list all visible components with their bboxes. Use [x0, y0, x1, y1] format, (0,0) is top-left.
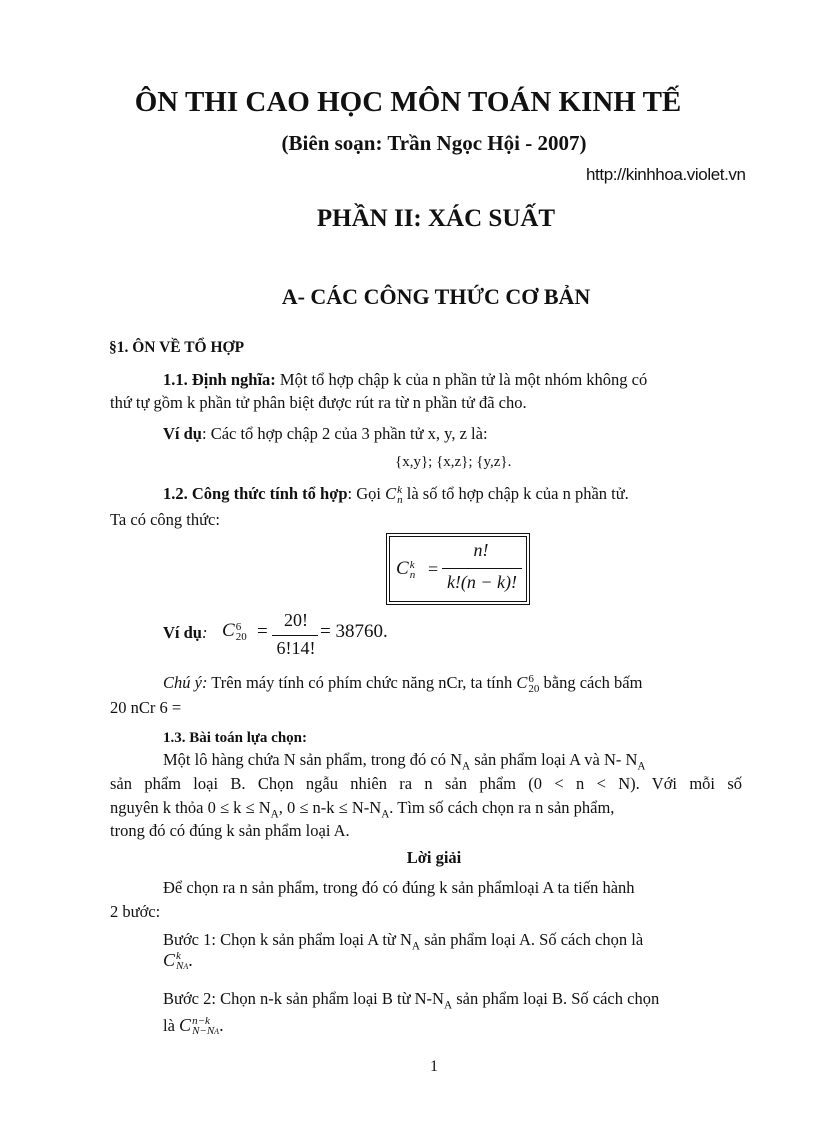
inline-sup: k — [397, 484, 403, 497]
box-denominator: k!(n − k)! — [446, 572, 518, 592]
step2-sup: n−k — [192, 1015, 210, 1028]
problem-l3-sub-a: A — [270, 808, 279, 821]
formula-intro-line-1 — [163, 484, 629, 505]
problem-line-1 — [163, 750, 646, 772]
problem-l3c: . Tìm số cách chọn ra n sản phẩm, — [389, 798, 615, 817]
step1-c: C — [163, 950, 176, 970]
example-2-equals: = — [257, 621, 268, 642]
formula-intro-line-2: Ta có công thức: — [110, 510, 220, 529]
note-label: Chú ý: — [163, 673, 208, 692]
step2-c-symbol — [179, 1015, 224, 1038]
source-url[interactable]: http://kinhhoa.violet.vn — [586, 165, 746, 184]
definition-line-2: thứ tự gồm k phần tử phân biệt được rút ra từ n phần tử đã cho. — [110, 393, 527, 412]
note-sub: 20 — [528, 683, 540, 696]
definition-label: 1.1. Định nghĩa: — [163, 370, 276, 389]
definition-text: Một tổ hợp chập k của n phần tử là một nhóm không có — [275, 370, 648, 389]
note-text-b: bằng cách bấm — [539, 673, 643, 692]
note-line-1 — [163, 673, 642, 694]
box-sup: k — [409, 558, 415, 571]
step1-b: sản phẩm loại A. Số cách chọn là — [420, 930, 644, 949]
step2-b: sản phẩm loại B. Số cách chọn — [452, 989, 660, 1008]
step-1-line — [163, 930, 643, 952]
note-sup: 6 — [528, 673, 534, 686]
step2-end: . — [219, 1015, 224, 1035]
problem-line-2: sản phẩm loại B. Chọn ngẫu nhiên ra n sản phẩm (0 < n < N). Với mỗi số — [110, 774, 742, 793]
step1-a: Bước 1: Chọn k sản phẩm loại A từ N — [163, 930, 412, 949]
step1-end: . — [188, 950, 193, 970]
step2-la: là — [163, 1016, 180, 1035]
step2-c: C — [179, 1015, 192, 1035]
inline-c: C — [385, 484, 397, 503]
problem-l1-sub-a: A — [462, 760, 471, 773]
example-2-colon: : — [201, 623, 208, 642]
example-1-label: Ví dụ — [163, 424, 202, 443]
solution-line-2: 2 bước: — [110, 902, 161, 921]
note-c-symbol — [516, 673, 540, 696]
step2-subsub: A — [214, 1027, 220, 1037]
problem-l3-sub-a2: A — [381, 808, 390, 821]
example-2-denominator: 6!14! — [276, 638, 316, 658]
solution-line-1: Để chọn ra n sản phẩm, trong đó có đúng k sản phẩmloại A ta tiến hành — [163, 878, 635, 897]
solution-heading: Lời giải — [406, 848, 462, 867]
section-a-title: A- CÁC CÔNG THỨC CƠ BẢN — [281, 284, 591, 309]
author-subtitle: (Biên soạn: Trần Ngọc Hội - 2007) — [281, 131, 587, 155]
note-line-2: 20 nCr 6 = — [110, 698, 182, 717]
page-number: 1 — [430, 1058, 438, 1075]
box-fraction-bar — [442, 568, 522, 569]
example-2-label: Ví dụ — [163, 623, 202, 642]
definition-line-1 — [163, 370, 647, 390]
step1-sub-a: A — [411, 940, 421, 953]
problem-l1a: Một lô hàng chứa N sản phẩm, trong đó có N — [163, 750, 463, 769]
step-2-formula-line — [163, 1015, 224, 1037]
box-c-symbol — [396, 558, 415, 580]
section-1-heading: §1. ÔN VỀ TỔ HỢP — [109, 339, 245, 356]
formula-text-a: : Gọi — [347, 484, 386, 503]
ex2-c: C — [222, 620, 235, 641]
problem-line-3 — [110, 798, 614, 820]
example-2-result: = 38760. — [320, 621, 388, 642]
problem-l1-sub-a2: A — [637, 760, 646, 773]
ex2-sub: 20 — [235, 630, 247, 643]
step-1-formula — [163, 950, 193, 972]
inline-sub: n — [397, 494, 403, 507]
example-2-fraction-bar — [272, 635, 318, 636]
box-sub: n — [409, 568, 416, 581]
formula-text-b: là số tổ hợp chập k của n phần tử. — [402, 484, 629, 503]
box-c: C — [396, 558, 409, 579]
problem-l1b: sản phẩm loại A và N- N — [470, 750, 638, 769]
combination-symbol-inline — [385, 484, 403, 507]
example-2-c — [222, 620, 247, 642]
step2-sub-a: A — [443, 999, 453, 1012]
step1-sup: k — [176, 950, 181, 963]
step1-subsub: A — [183, 962, 189, 972]
example-1-sets: {x,y}; {x,z}; {y,z}. — [395, 454, 512, 470]
example-1 — [163, 424, 488, 444]
note-text-a: Trên máy tính có phím chức năng nCr, ta tính — [207, 673, 517, 692]
example-2-numerator: 20! — [284, 610, 308, 630]
problem-l3b: , 0 ≤ n-k ≤ N-N — [278, 798, 382, 817]
ex2-sup: 6 — [235, 620, 242, 633]
box-numerator: n! — [473, 540, 489, 560]
step2-a: Bước 2: Chọn n-k sản phẩm loại B từ N-N — [163, 989, 444, 1008]
problem-line-4: trong đó có đúng k sản phẩm loại A. — [110, 821, 350, 840]
note-c: C — [516, 673, 528, 692]
step1-sub: N — [176, 960, 184, 973]
example-1-text: : Các tổ hợp chập 2 của 3 phần tử x, y, z là: — [201, 424, 488, 443]
part-title: PHẦN II: XÁC SUẤT — [316, 205, 556, 232]
formula-label: 1.2. Công thức tính tổ hợp — [163, 484, 348, 503]
step2-sub: N−N — [192, 1025, 215, 1038]
problem-l3a: nguyên k thỏa 0 ≤ k ≤ N — [110, 798, 271, 817]
selection-problem-heading: 1.3. Bài toán lựa chọn: — [163, 730, 308, 746]
combination-formula-box — [389, 536, 527, 602]
document-title: ÔN THI CAO HỌC MÔN TOÁN KINH TẾ — [134, 86, 682, 118]
step-2-line — [163, 989, 659, 1011]
example-2-label-wrap — [163, 623, 207, 643]
box-equals: = — [428, 559, 439, 579]
